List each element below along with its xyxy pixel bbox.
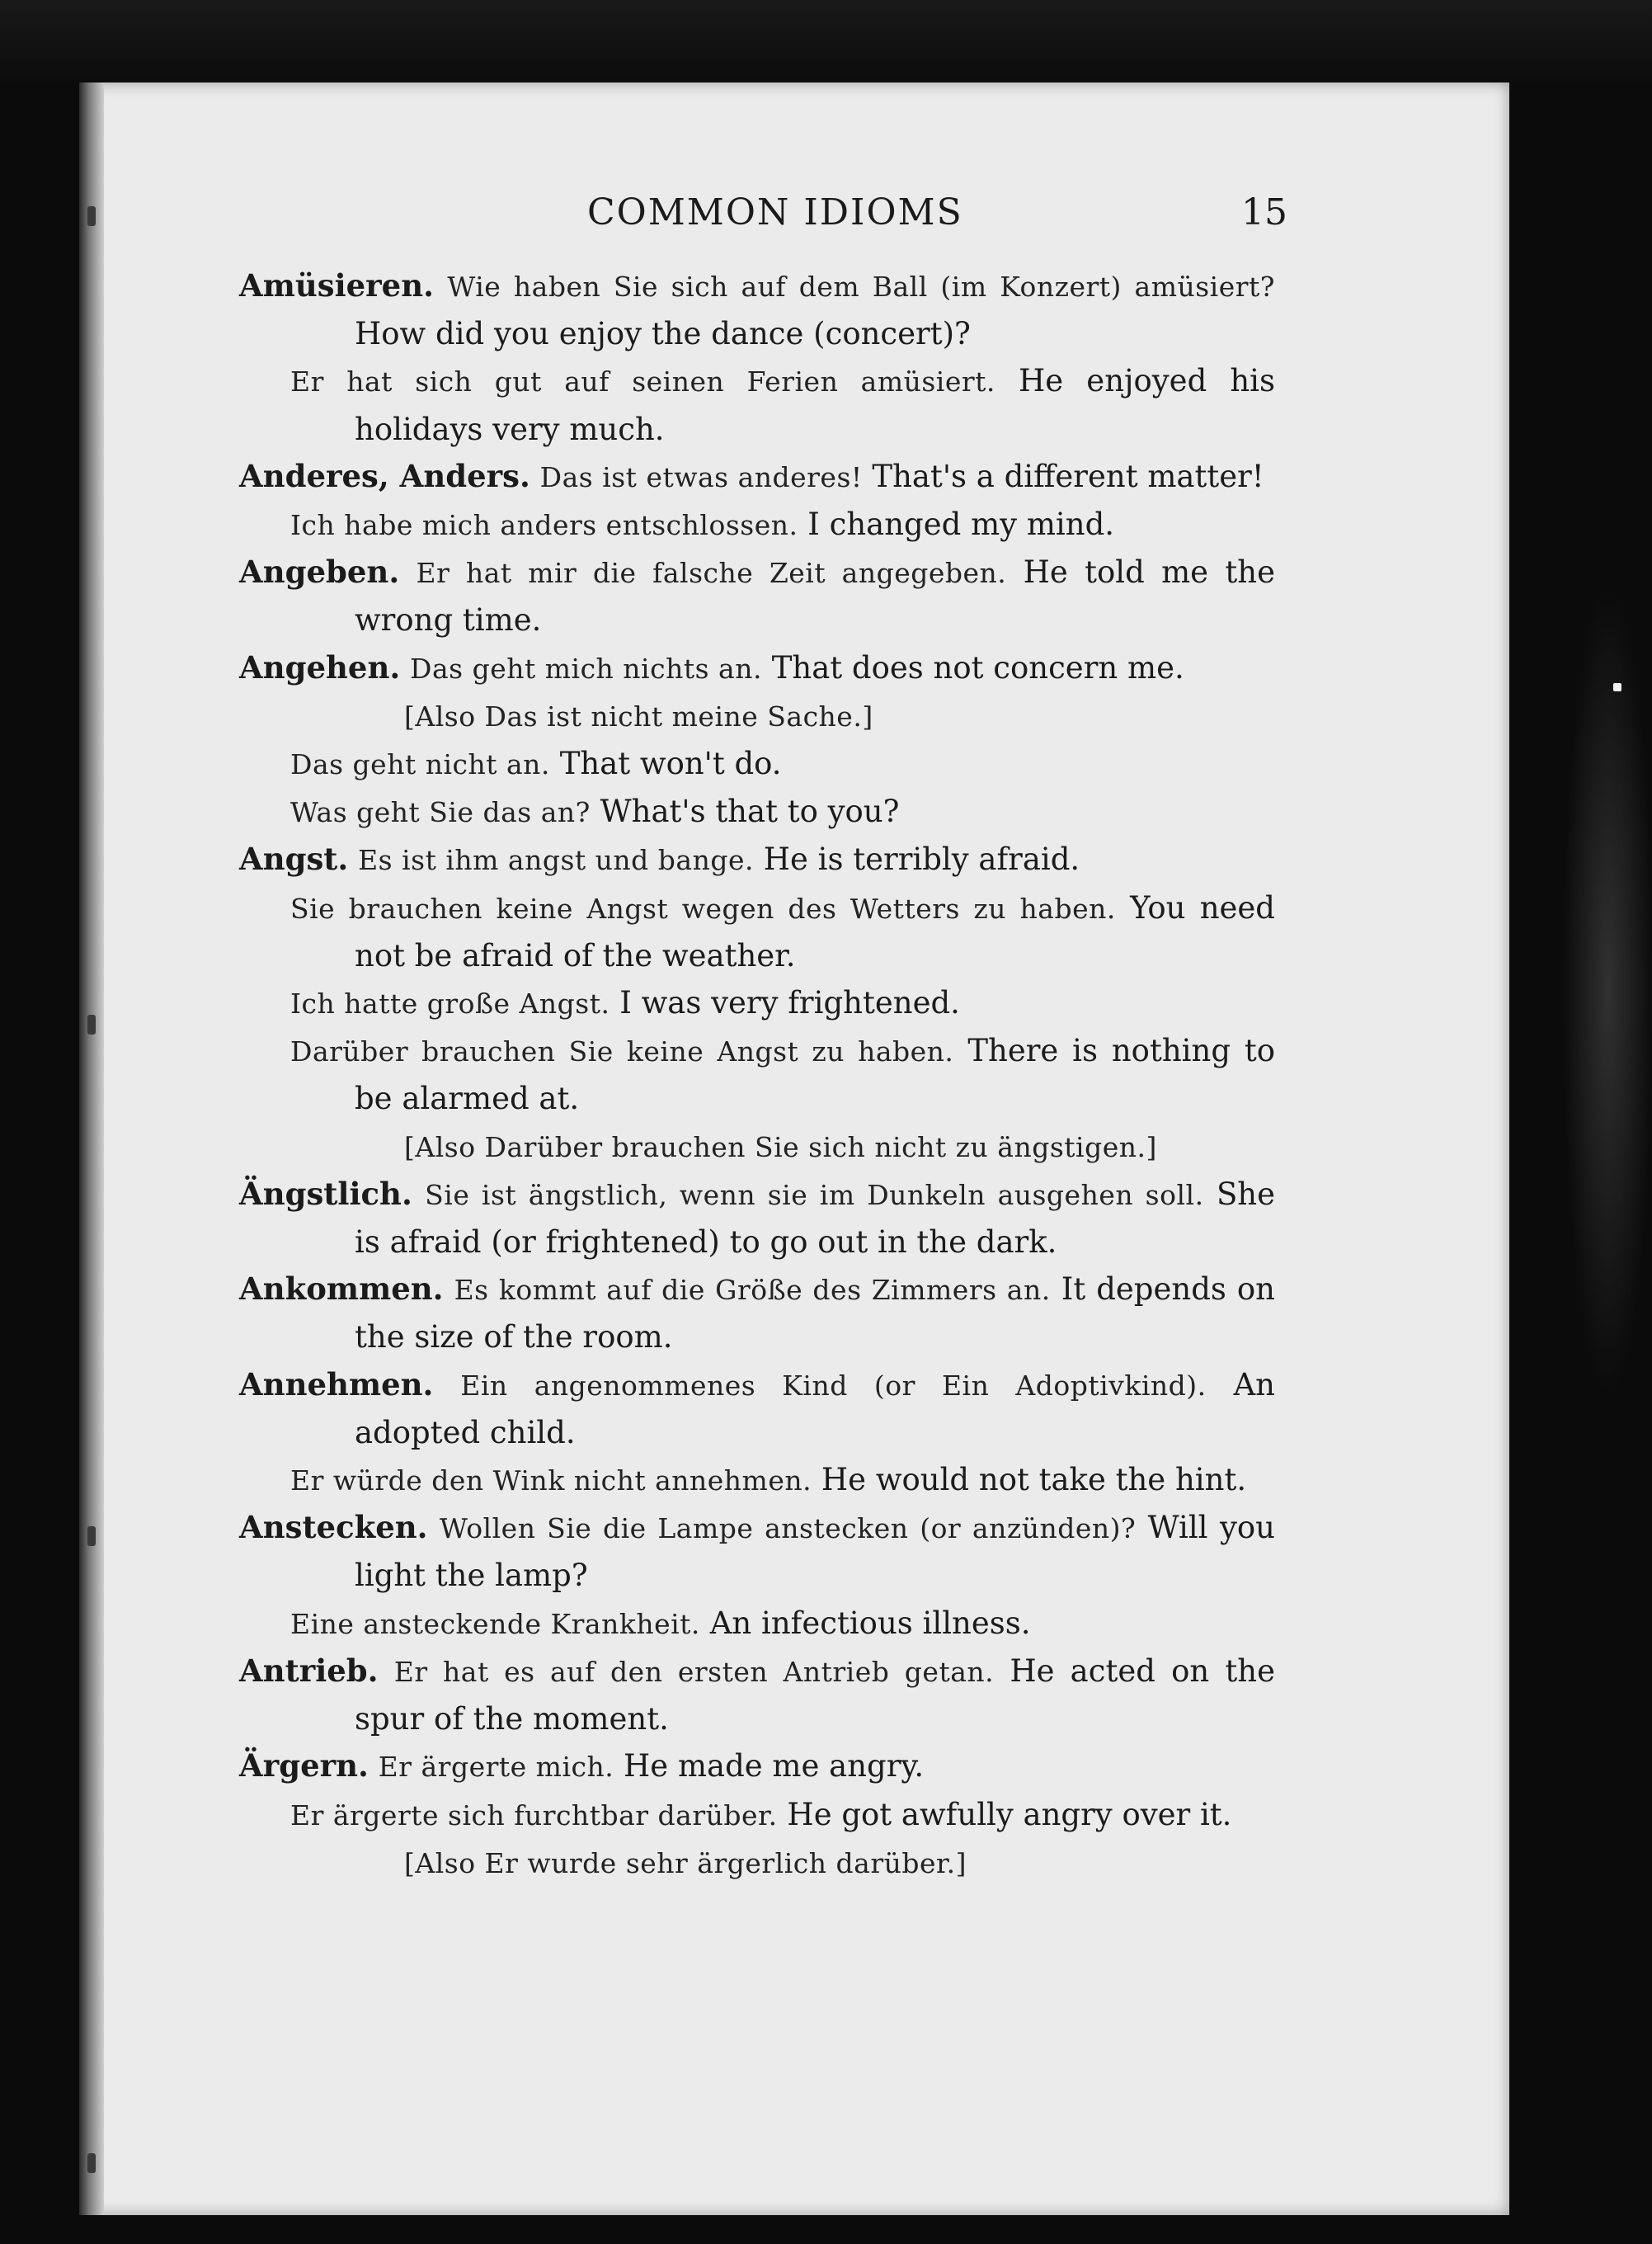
german-phrase: Er hat es auf den ersten Antrieb getan. xyxy=(393,1655,995,1688)
page-binding-edge xyxy=(79,82,104,2215)
english-translation: That won't do. xyxy=(559,746,782,782)
idiom-example xyxy=(239,788,1275,836)
english-translation: An adopted child. xyxy=(355,1366,1276,1450)
english-translation: What's that to you? xyxy=(600,794,900,830)
german-phrase: Das geht mich nichts an. xyxy=(410,652,762,685)
english-translation: Will you light the lamp? xyxy=(355,1510,1275,1594)
german-phrase: Sie ist ängstlich, wenn sie im Dunkeln ausgehen soll. xyxy=(425,1178,1204,1211)
idiom-example xyxy=(239,357,1275,452)
entry-headword: Ängstlich. xyxy=(239,1175,412,1212)
entry-headword: Anderes, Anders. xyxy=(239,457,530,494)
idiom-entry xyxy=(239,549,1275,644)
german-phrase: Ich hatte große Angst. xyxy=(290,988,610,1021)
entry-headword: Antrieb. xyxy=(239,1652,379,1689)
idiom-example xyxy=(239,1027,1275,1122)
english-translation: He would not take the hint. xyxy=(821,1462,1247,1498)
entry-headword: Ärgern. xyxy=(239,1747,369,1784)
idiom-note xyxy=(239,1839,1275,1887)
idiom-entry xyxy=(239,1504,1275,1599)
entry-headword: Annehmen. xyxy=(239,1365,434,1402)
entry-headword: Angst. xyxy=(239,841,349,878)
entry-headword: Angeben. xyxy=(239,554,400,591)
idiom-entry xyxy=(239,453,1275,501)
binding-mark xyxy=(87,206,96,226)
idiom-example xyxy=(239,1600,1275,1648)
entry-headword: Amüsieren. xyxy=(239,267,435,304)
binding-mark xyxy=(87,2153,96,2173)
english-translation: She is afraid (or frightened) to go out in the dark. xyxy=(355,1176,1276,1261)
german-phrase: Wie haben Sie sich auf dem Ball (im Konzert) amüsiert? xyxy=(447,271,1275,303)
german-phrase: Sie brauchen keine Angst wegen des Wetters zu haben. xyxy=(290,892,1116,925)
idiom-entry xyxy=(239,836,1275,884)
idiom-entry xyxy=(239,262,1275,357)
idiom-list xyxy=(239,262,1275,1887)
german-phrase: Was geht Sie das an? xyxy=(290,796,591,829)
german-phrase: Er hat mir die falsche Zeit angegeben. xyxy=(416,557,1007,590)
idiom-entry xyxy=(239,1361,1275,1456)
english-translation: He enjoyed his holidays very much. xyxy=(355,363,1276,447)
idiom-example xyxy=(239,884,1275,979)
idiom-example xyxy=(239,501,1275,549)
entry-headword: Angehen. xyxy=(239,648,401,686)
german-phrase: Das ist etwas anderes! xyxy=(539,460,863,493)
idiom-example xyxy=(239,740,1275,788)
binding-mark xyxy=(87,1015,96,1035)
german-phrase: Er ärgerte mich. xyxy=(378,1751,614,1784)
scan-speck xyxy=(1613,683,1621,691)
idiom-example xyxy=(239,1456,1275,1504)
german-phrase: [Also Er wurde sehr ärgerlich darüber.] xyxy=(404,1846,967,1879)
english-translation: He told me the wrong time. xyxy=(355,554,1275,639)
entry-headword: Anstecken. xyxy=(239,1509,428,1546)
german-phrase: Eine ansteckende Krankheit. xyxy=(290,1607,700,1640)
idiom-note xyxy=(239,692,1275,740)
german-phrase: Er ärgerte sich furchtbar darüber. xyxy=(290,1798,778,1832)
scan-top-margin xyxy=(0,0,1652,82)
english-translation: He is terribly afraid. xyxy=(763,842,1080,878)
german-phrase: [Also Das ist nicht meine Sache.] xyxy=(404,700,873,733)
english-translation: He got awfully angry over it. xyxy=(787,1796,1232,1832)
german-phrase: Ich habe mich anders entschlossen. xyxy=(290,509,798,542)
idiom-example xyxy=(239,1791,1275,1839)
english-translation: He made me angry. xyxy=(624,1748,925,1784)
idiom-entry xyxy=(239,1648,1275,1742)
page-number: 15 xyxy=(1241,191,1287,233)
scan-right-margin xyxy=(1509,0,1652,2244)
english-translation: I changed my mind. xyxy=(807,507,1115,543)
english-translation: He acted on the spur of the moment. xyxy=(355,1652,1275,1737)
english-translation: I was very frightened. xyxy=(619,985,960,1021)
german-phrase: Wollen Sie die Lampe anstecken (or anzünden)? xyxy=(440,1512,1137,1545)
english-translation: It depends on the size of the room. xyxy=(355,1271,1276,1355)
english-translation: There is nothing to be alarmed at. xyxy=(355,1033,1276,1117)
german-phrase: Er würde den Wink nicht annehmen. xyxy=(290,1464,812,1497)
entry-headword: Ankommen. xyxy=(239,1270,444,1308)
german-phrase: [Also Darüber brauchen Sie sich nicht zu ängstigen.] xyxy=(404,1130,1157,1163)
idiom-entry xyxy=(239,644,1275,692)
german-phrase: Er hat sich gut auf seinen Ferien amüsiert. xyxy=(290,365,995,398)
english-translation: That's a different matter! xyxy=(872,458,1264,494)
german-phrase: Darüber brauchen Sie keine Angst zu haben. xyxy=(290,1035,954,1068)
idiom-note xyxy=(239,1123,1275,1171)
german-phrase: Das geht nicht an. xyxy=(290,748,550,781)
german-phrase: Es ist ihm angst und bange. xyxy=(358,844,754,877)
english-translation: You need not be afraid of the weather. xyxy=(355,889,1275,974)
english-translation: An infectious illness. xyxy=(709,1605,1031,1641)
idiom-entry xyxy=(239,1171,1275,1266)
english-translation: How did you enjoy the dance (concert)? xyxy=(355,316,971,352)
german-phrase: Ein angenommenes Kind (or Ein Adoptivkind). xyxy=(460,1369,1207,1402)
binding-mark xyxy=(87,1526,96,1546)
idiom-entry xyxy=(239,1266,1275,1360)
german-phrase: Es kommt auf die Größe des Zimmers an. xyxy=(454,1274,1051,1307)
idiom-example xyxy=(239,979,1275,1027)
english-translation: That does not concern me. xyxy=(771,649,1184,686)
running-head: COMMON IDIOMS xyxy=(587,191,963,233)
idiom-entry xyxy=(239,1742,1275,1790)
